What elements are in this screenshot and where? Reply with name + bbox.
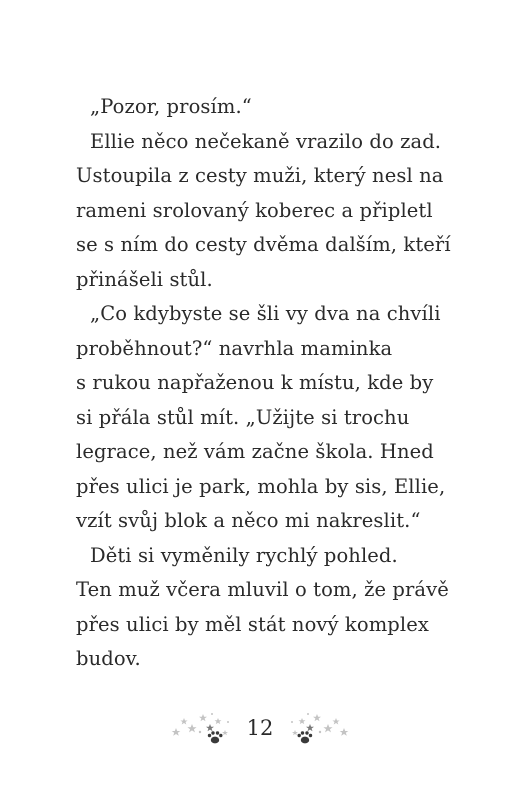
- stars-pawprint-icon: [170, 710, 232, 746]
- pawprint-stars-icon: [288, 710, 350, 746]
- body-text: [76, 90, 451, 677]
- text-line: Ustoupila z cesty muži, který nesl na: [76, 164, 444, 187]
- text-line: rameni srolovaný koberec a připletl: [76, 198, 433, 222]
- text-line: přes ulici by měl stát nový komplex: [76, 612, 429, 636]
- text-line: vzít svůj blok a něco mi nakreslit.“: [76, 509, 421, 532]
- text-line: si přála stůl mít. „Užijte si trochu: [76, 405, 410, 429]
- text-line: budov.: [76, 647, 141, 670]
- text-line: přes ulici je park, mohla by sis, Ellie,: [76, 474, 446, 498]
- text-line: „Pozor, prosím.“: [90, 95, 252, 118]
- page-footer: [0, 706, 520, 750]
- text-line: Děti si vyměnily rychlý pohled.: [90, 543, 398, 567]
- text-line: se s ním do cesty dvěma dalším, kteří: [76, 233, 451, 256]
- text-line: přinášeli stůl.: [76, 267, 213, 291]
- text-line: s rukou napřaženou k místu, kde by: [76, 371, 434, 394]
- text-line: Ellie něco nečekaně vrazilo do zad.: [90, 129, 442, 153]
- text-line: legrace, než vám začne škola. Hned: [76, 440, 434, 463]
- text-line: „Co kdybyste se šli vy dva na chvíli: [90, 302, 441, 325]
- text-line: Ten muž včera mluvil o tom, že právě: [76, 578, 449, 601]
- text-line: proběhnout?“ navrhla maminka: [76, 336, 393, 360]
- page-number: 12: [246, 716, 274, 740]
